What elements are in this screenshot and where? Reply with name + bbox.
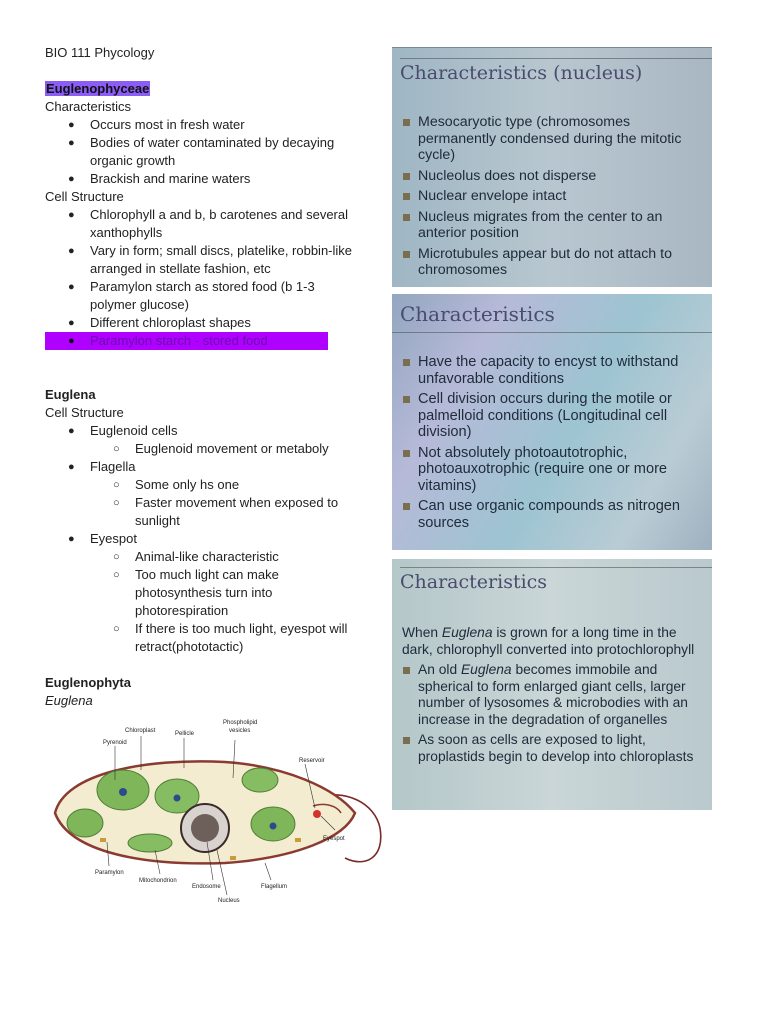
slide-paragraph: When Euglena is grown for a long time in the dark, chlorophyll converted into protochlorophyll: [402, 625, 695, 657]
circle-bullet-icon: ○: [113, 551, 120, 563]
section-title-euglenophyta: Euglenophyta: [45, 675, 131, 690]
circle-bullet-icon: ○: [113, 569, 120, 581]
slide-rule: [400, 567, 712, 568]
sub-list-item: ○ Animal-like characteristic: [113, 549, 279, 564]
bullet-icon: ●: [68, 425, 75, 437]
sub-list-item: ○ Euglenoid movement or metaboly: [113, 441, 329, 456]
sub-list-item: ○ If there is too much light, eyespot will: [113, 621, 348, 636]
list-item: ● Bodies of water contaminated by decaying: [68, 135, 335, 150]
bullet-icon: ●: [68, 173, 75, 185]
diagram-label-mitochondrion: Mitochondrion: [139, 878, 177, 884]
bullet-icon: ●: [68, 335, 75, 347]
paramylon-shape: [295, 838, 301, 842]
slide-nucleus-characteristics: [392, 47, 712, 287]
endosome-shape: [191, 814, 219, 842]
bullet-icon: ●: [68, 119, 75, 131]
diagram-label-reservoir: Reservoir: [299, 758, 325, 764]
diagram-label-phospholipid: Phospholipid: [223, 720, 258, 726]
slide-title: Characteristics: [400, 571, 548, 593]
circle-bullet-icon: ○: [113, 623, 120, 635]
sub-list-item-continuation: photorespiration: [135, 603, 229, 618]
pyrenoid-shape: [174, 795, 181, 802]
list-item: ● Brackish and marine waters: [68, 171, 251, 186]
square-bullet-icon: [403, 251, 410, 258]
bullet-icon: ●: [68, 533, 75, 545]
sub-list-item-continuation: retract(phototactic): [135, 639, 244, 654]
diagram-label-chloroplast: Chloroplast: [125, 728, 156, 734]
bullet-icon: ●: [68, 137, 75, 149]
slide-title: Characteristics: [400, 302, 555, 326]
eyespot-shape: [313, 810, 321, 818]
diagram-label-endosome: Endosome: [192, 884, 221, 890]
chloroplast-shape: [242, 768, 278, 792]
bullet-icon: ●: [68, 209, 75, 221]
cell-structure-label: Cell Structure: [45, 189, 124, 204]
slide-bullet: Mesocaryotic type (chromosomes permanently condensed during the mitotic cycle): [400, 114, 706, 164]
characteristics-label: Characteristics: [45, 99, 131, 114]
list-item: ● Flagella: [68, 459, 136, 474]
paramylon-shape: [230, 856, 236, 860]
slide-bullets: [400, 625, 706, 769]
sub-list-item: ○ Faster movement when exposed to: [113, 495, 339, 510]
notes-column: [45, 44, 385, 710]
circle-bullet-icon: ○: [113, 497, 120, 509]
bullet-icon: ●: [68, 317, 75, 329]
sub-list-item-continuation: sunlight: [135, 513, 180, 528]
chloroplast-shape: [67, 809, 103, 837]
diagram-label-pellicle: Pellicle: [175, 731, 195, 737]
circle-bullet-icon: ○: [113, 443, 120, 455]
slide-bullets: [400, 354, 706, 535]
list-item-continuation: xanthophylls: [90, 225, 163, 240]
slide-bullet: Have the capacity to encyst to withstand unfavorable conditions: [400, 354, 706, 387]
cell-structure-list: [45, 206, 385, 350]
section-title-euglena: Euglena: [45, 387, 96, 402]
square-bullet-icon: [403, 214, 410, 221]
slide-bullet: An old Euglena becomes immobile and spherical to form enlarged giant cells, larger number of lysosomes & microbodies with an increase in the degradation of organelles: [400, 662, 706, 728]
square-bullet-icon: [403, 503, 410, 510]
cell-structure-label-2: Cell Structure: [45, 405, 124, 420]
list-item-continuation: polymer glucose): [90, 297, 189, 312]
list-item: ● Different chloroplast shapes: [68, 315, 251, 330]
list-item-continuation: organic growth: [90, 153, 176, 168]
square-bullet-icon: [403, 450, 410, 457]
slide-bullet: Not absolutely photoautotrophic, photoauxotrophic (require one or more vitamins): [400, 445, 706, 495]
diagram-label-pyrenoid: Pyrenoid: [103, 740, 127, 746]
section-subtitle-euglena: Euglena: [45, 693, 93, 708]
euglena-list: [45, 422, 385, 656]
characteristics-list: [45, 116, 385, 188]
square-bullet-icon: [403, 359, 410, 366]
list-item-highlighted: ● Paramylon starch - stored food: [45, 332, 328, 350]
bullet-icon: ●: [68, 461, 75, 473]
diagram-label-vesicles: vesicles: [229, 728, 251, 734]
slide-bullet: Cell division occurs during the motile or palmelloid conditions (Longitudinal cell division): [400, 391, 706, 441]
square-bullet-icon: [403, 667, 410, 674]
slide-bullet: Microtubules appear but do not attach to chromosomes: [400, 246, 706, 279]
list-item: ● Paramylon starch as stored food (b 1-3: [68, 279, 315, 294]
section-title-euglenophyceae: Euglenophyceae: [46, 81, 150, 96]
euglena-cell-diagram: [45, 718, 385, 908]
diagram-label-flagellum: Flagellum: [261, 884, 288, 890]
list-item: ● Occurs most in fresh water: [68, 117, 245, 132]
list-item: ● Eyespot: [68, 531, 137, 546]
diagram-label-paramylon: Paramylon: [95, 870, 124, 876]
slide-bullet: Nucleolus does not disperse: [400, 168, 706, 185]
slide-bullet: Can use organic compounds as nitrogen sources: [400, 498, 706, 531]
square-bullet-icon: [403, 193, 410, 200]
slide-bullet: As soon as cells are exposed to light, proplastids begin to develop into chloroplasts: [400, 732, 706, 765]
circle-bullet-icon: ○: [113, 479, 120, 491]
doc-header: BIO 111 Phycology: [45, 45, 155, 60]
slide-bullets: [400, 114, 706, 283]
bullet-icon: ●: [68, 245, 75, 257]
pyrenoid-shape: [119, 788, 127, 796]
slide-bullet: Nucleus migrates from the center to an anterior position: [400, 209, 706, 242]
bullet-icon: ●: [68, 281, 75, 293]
square-bullet-icon: [403, 737, 410, 744]
slide-characteristics-3: [392, 559, 712, 810]
slide-characteristics-2: [392, 294, 712, 550]
list-item: ● Euglenoid cells: [68, 423, 178, 438]
pyrenoid-shape: [270, 823, 277, 830]
sub-list-item-continuation: photosynthesis turn into: [135, 585, 273, 600]
list-item-continuation: arranged in stellate fashion, etc: [90, 261, 271, 276]
slide-rule: [392, 332, 712, 333]
paramylon-shape: [100, 838, 106, 842]
list-item: ● Chlorophyll a and b, b carotenes and several: [68, 207, 348, 222]
diagram-label-nucleus: Nucleus: [218, 898, 240, 904]
square-bullet-icon: [403, 173, 410, 180]
square-bullet-icon: [403, 396, 410, 403]
chloroplast-shape: [128, 834, 172, 852]
sub-list-item: ○ Too much light can make: [113, 567, 279, 582]
slide-title: Characteristics (nucleus): [400, 62, 643, 84]
sub-list-item: ○ Some only hs one: [113, 477, 240, 492]
list-item: ● Vary in form; small discs, platelike, robbin-like: [68, 243, 353, 258]
slide-bullet: Nuclear envelope intact: [400, 188, 706, 205]
slide-rule: [400, 58, 712, 59]
square-bullet-icon: [403, 119, 410, 126]
diagram-label-eyespot: Eyespot: [323, 836, 345, 842]
